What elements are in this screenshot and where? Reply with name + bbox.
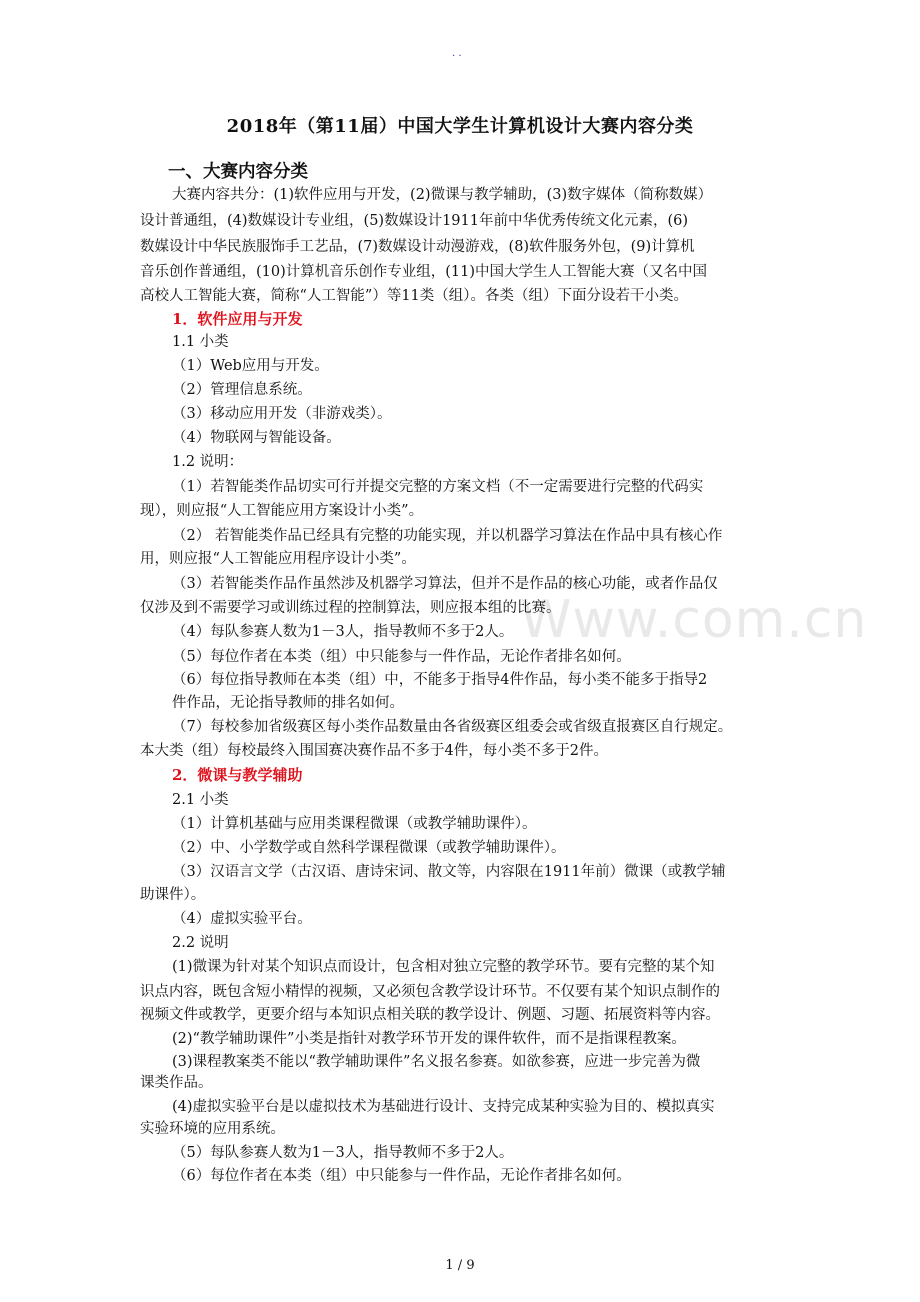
intro-line: 大赛内容共分：(1)软件应用与开发，(2)微课与教学辅助，(3)数字媒体（简称数媒）: [172, 187, 713, 203]
cat1-line: 1.2 说明：: [172, 454, 244, 470]
cat2-line: （6）每位作者在本类（组）中只能参与一件作品，无论作者排名如何。: [172, 1168, 631, 1184]
cat1-line: （5）每位作者在本类（组）中只能参与一件作品，无论作者排名如何。: [172, 649, 631, 665]
cat1-line: 1.1 小类: [172, 334, 229, 350]
category-1-heading: 1．软件应用与开发: [172, 310, 303, 328]
cat2-line: 识点内容，既包含短小精悍的视频，又必须包含教学设计环节。不仅要有某个知识点制作的: [140, 984, 720, 1000]
cat2-line: （5）每队参赛人数为1－3人，指导教师不多于2人。: [172, 1145, 514, 1161]
category-2-heading: 2．微课与教学辅助: [172, 766, 303, 784]
cat1-line: 本大类（组）每校最终入围国赛决赛作品不多于4件，每小类不多于2件。: [140, 743, 608, 759]
cat1-line: （6）每位指导教师在本类（组）中，不能多于指导4件作品，每小类不能多于指导2: [172, 672, 708, 688]
cat2-line: （4）虚拟实验平台。: [172, 911, 312, 927]
cat1-line: （4）物联网与智能设备。: [172, 430, 341, 446]
cat1-line: （3）若智能类作品作虽然涉及机器学习算法，但并不是作品的核心功能，或者作品仅: [172, 576, 718, 592]
page-number: 1 / 9: [445, 1258, 475, 1273]
cat2-line: (2)“教学辅助课件”小类是指针对教学环节开发的课件软件，而不是指课程教案。: [172, 1031, 686, 1047]
cat1-line: 现），则应报“人工智能应用方案设计小类”。: [140, 503, 424, 519]
cat1-line: （3）移动应用开发（非游戏类）。: [172, 406, 392, 422]
cat2-line: (3)课程教案类不能以“教学辅助课件”名义报名参赛。如欲参赛，应进一步完善为微: [172, 1054, 701, 1070]
cat1-line: （1）Web应用与开发。: [172, 358, 329, 374]
intro-line: 高校人工智能大赛，简称“人工智能”）等11类（组）。各类（组）下面分设若干小类。: [140, 288, 689, 304]
cat2-line: 视频文件或教学，更要介绍与本知识点相关联的教学设计、例题、习题、拓展资料等内容。: [140, 1007, 720, 1023]
cat2-line: (1)微课为针对某个知识点而设计，包含相对独立完整的教学环节。要有完整的某个知: [172, 959, 715, 975]
cat1-line: （2）管理信息系统。: [172, 382, 312, 398]
cat2-line: 课类作品。: [140, 1075, 213, 1091]
cat2-line: （2）中、小学数学或自然科学课程微课（或教学辅助课件）。: [172, 840, 566, 856]
cat2-line: 2.2 说明: [172, 935, 229, 951]
section-heading: 一、大赛内容分类: [168, 162, 308, 182]
cat2-line: 实验环境的应用系统。: [140, 1121, 285, 1137]
watermark: Www.com.cn: [520, 590, 868, 650]
intro-line: 音乐创作普通组，(10)计算机音乐创作专业组，(11)中国大学生人工智能大赛（又名中国: [140, 264, 708, 280]
cat2-line: （3）汉语言文学（古汉语、唐诗宋词、散文等，内容限在1911年前）微课（或教学辅: [172, 864, 726, 880]
cat1-line: 仅涉及到不需要学习或训练过程的控制算法，则应报本组的比赛。: [140, 600, 561, 616]
header-mark: . .: [452, 48, 462, 59]
cat2-line: 2.1 小类: [172, 792, 229, 808]
cat1-line: （1）若智能类作品切实可行并提交完整的方案文档（不一定需要进行完整的代码实: [172, 479, 704, 495]
cat1-line: 件作品，无论指导教师的排名如何。: [172, 695, 404, 711]
cat1-line: （4）每队参赛人数为1－3人，指导教师不多于2人。: [172, 624, 514, 640]
cat2-line: 助课件）。: [140, 887, 206, 903]
cat1-line: 用，则应报“人工智能应用程序设计小类”。: [140, 551, 416, 567]
cat1-line: （2） 若智能类作品已经具有完整的功能实现，并以机器学习算法在作品中具有核心作: [172, 528, 723, 544]
document-title: 2018年（第11届）中国大学生计算机设计大赛内容分类: [226, 116, 694, 137]
cat2-line: (4)虚拟实验平台是以虚拟技术为基础进行设计、支持完成某种实验为目的、模拟真实: [172, 1099, 715, 1115]
intro-line: 设计普通组，(4)数媒设计专业组，(5)数媒设计1911年前中华优秀传统文化元素，(6): [140, 213, 689, 229]
cat1-line: （7）每校参加省级赛区每小类作品数量由各省级赛区组委会或省级直报赛区自行规定。: [172, 719, 733, 735]
intro-line: 数媒设计中华民族服饰手工艺品，(7)数媒设计动漫游戏，(8)软件服务外包，(9)计算机: [140, 239, 695, 255]
cat2-line: （1）计算机基础与应用类课程微课（或教学辅助课件）。: [172, 816, 537, 832]
